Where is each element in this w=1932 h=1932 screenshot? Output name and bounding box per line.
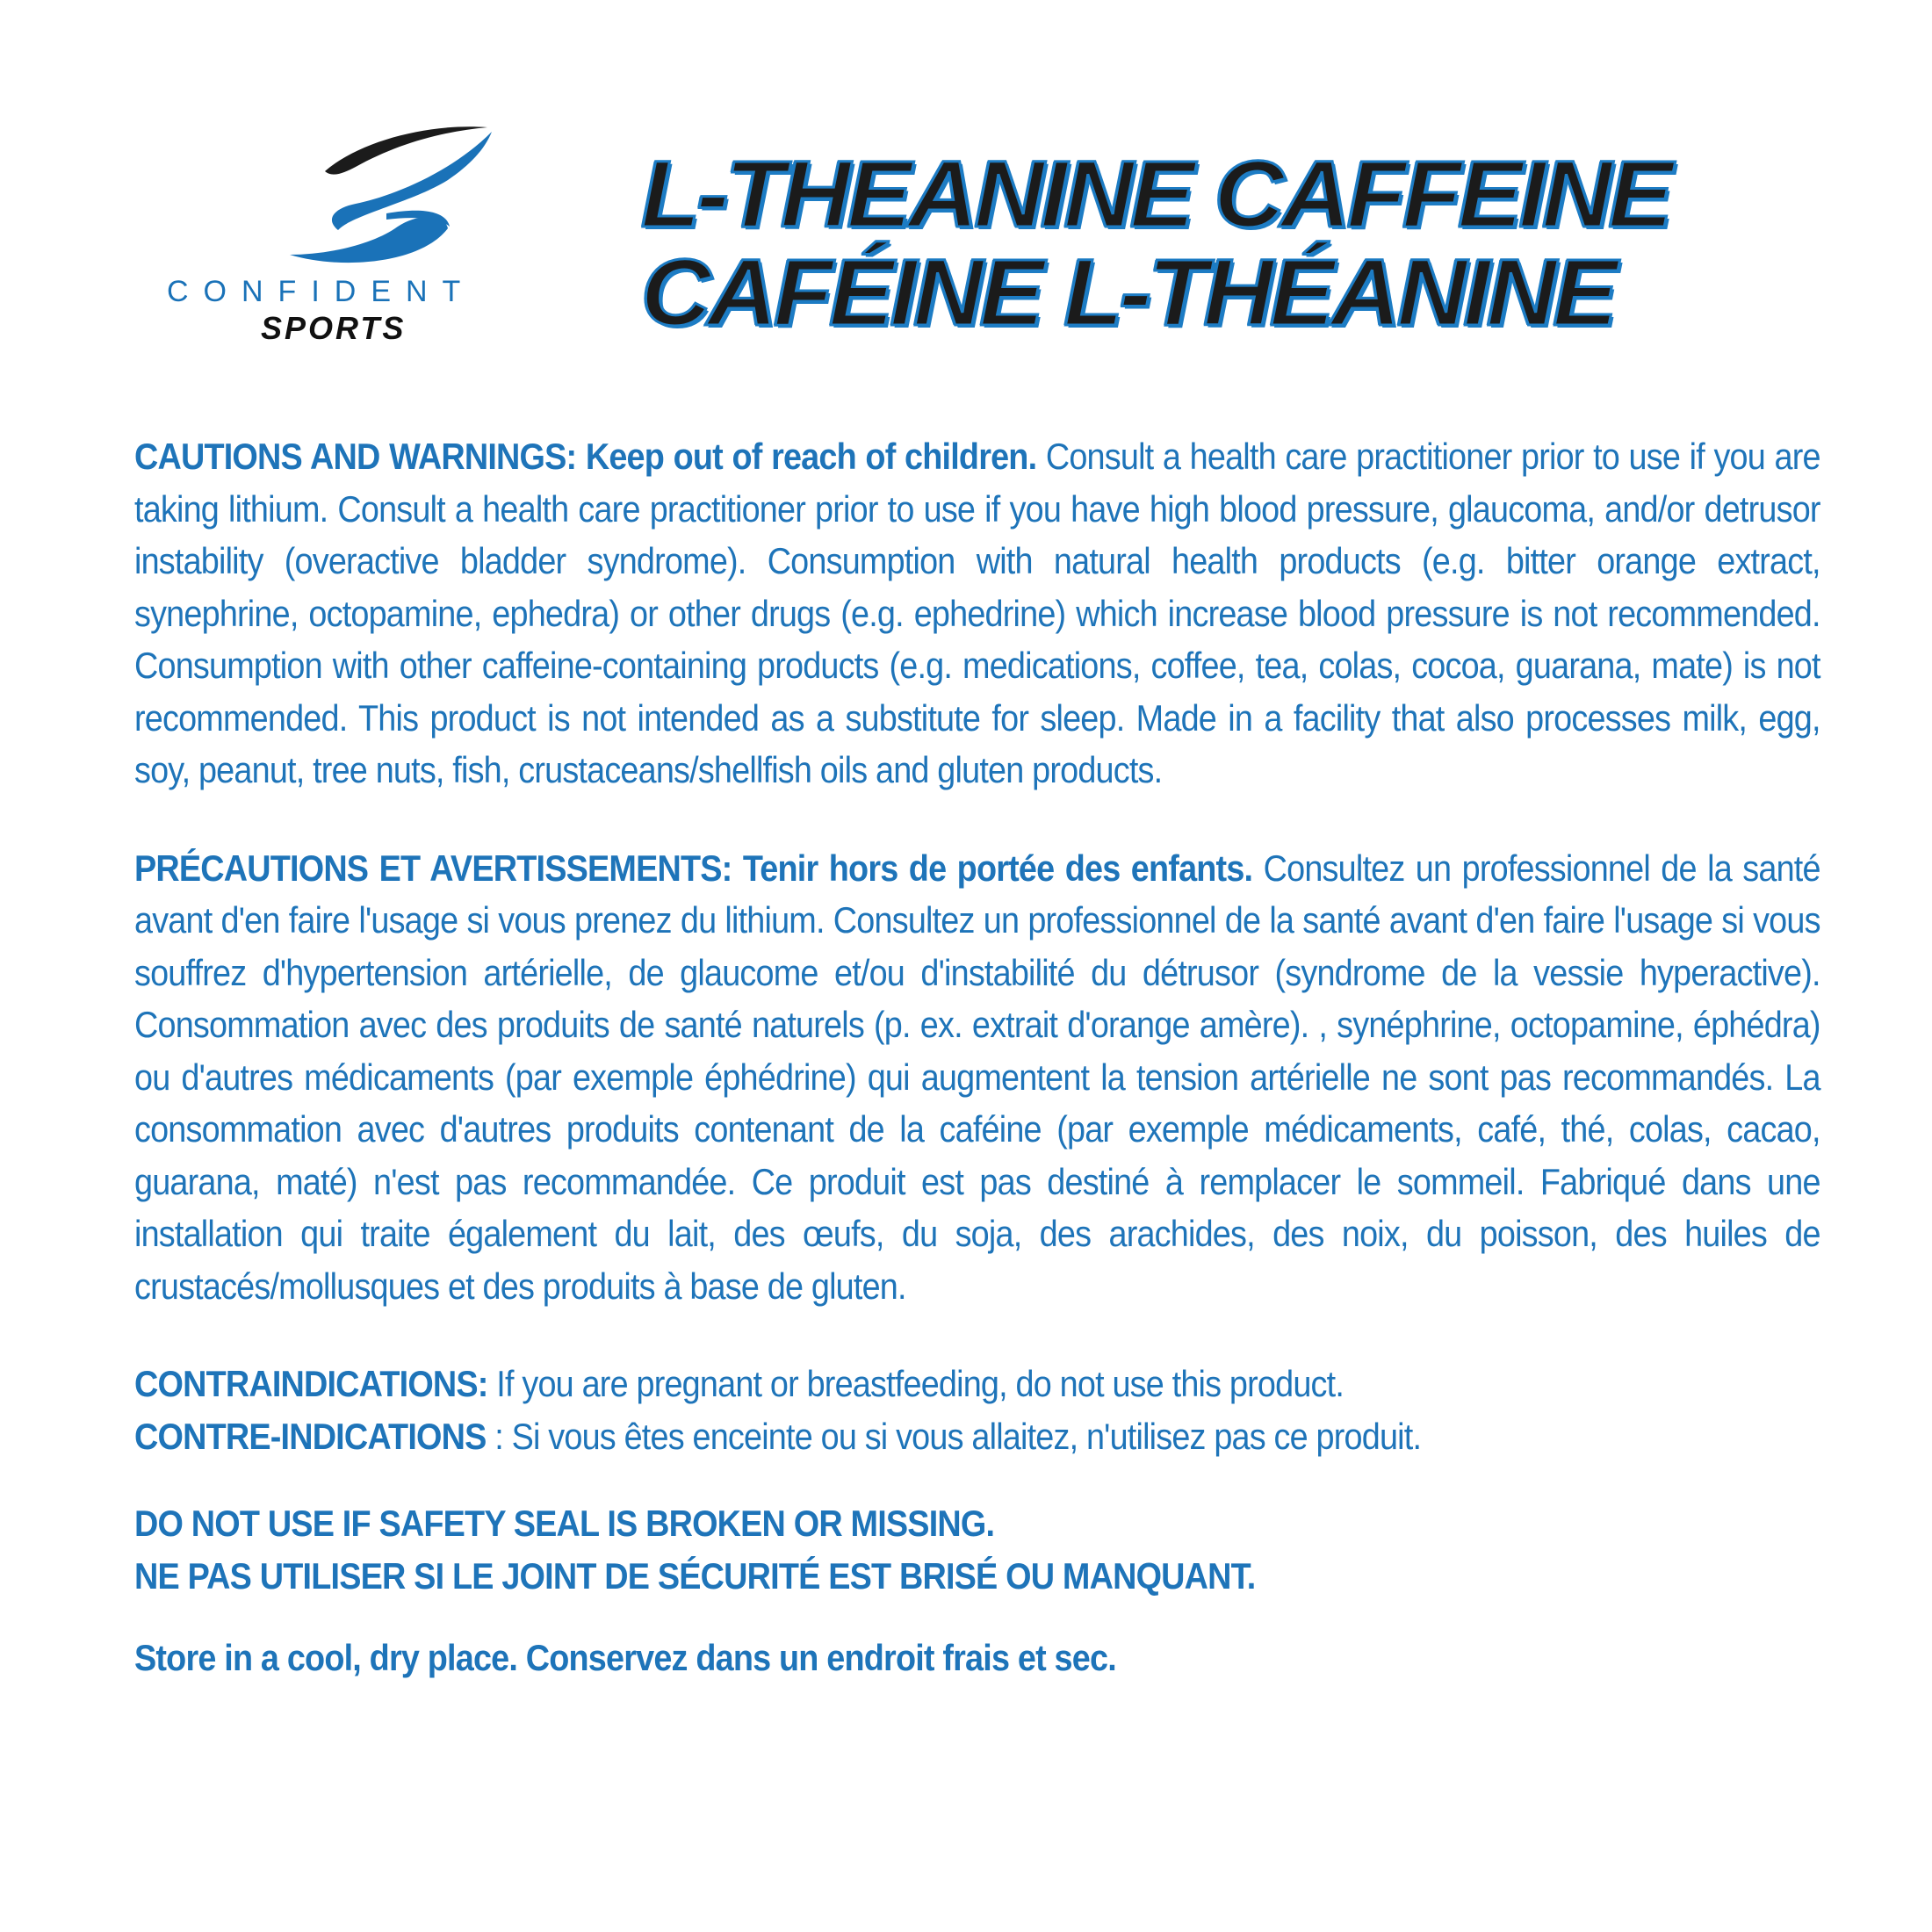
contraindications-french xyxy=(134,1410,1820,1463)
safety-seal-warning xyxy=(134,1497,1820,1602)
cautions-french xyxy=(134,842,1820,1313)
contra-fr-text: : Si vous êtes enceinte ou si vous allaitez, n'utilisez pas ce produit. xyxy=(494,1415,1422,1457)
contraindications-english xyxy=(134,1358,1820,1410)
precautions-lead: Tenir hors de portée des enfants. xyxy=(742,847,1253,889)
seal-warning-french: NE PAS UTILISER SI LE JOINT DE SÉCURITÉ EST BRISÉ OU MANQUANT. xyxy=(134,1554,1256,1597)
title-english: L-THEANINE CAFFEINE xyxy=(641,141,1669,247)
swoosh-logo-icon xyxy=(290,123,571,281)
cautions-english xyxy=(134,430,1820,797)
brand-subname: SPORTS xyxy=(261,310,407,346)
seal-warning-english: DO NOT USE IF SAFETY SEAL IS BROKEN OR MISSING. xyxy=(134,1503,995,1544)
brand-logo xyxy=(167,123,588,351)
cautions-body: Consult a health care practitioner prior to use if you are taking lithium. Consult a health care practitioner prior to use if you have high blood pressure, glaucoma, and/or detrusor instability (overactive bladder syndrome). Consumption with natural health products (e.g. bitter orange extract, synephrine, octopamine, ephedra) or other drugs (e.g. ephedrine) which increase blood pressure is not recommended. Consumption with other caffeine-containing products (e.g. medications, coffee, tea, colas, cocoa, guarana, mate) is not recommended. This product is not intended as a substitute for sleep. Made in a facility that also processes milk, egg, soy, peanut, tree nuts, fish, crustaceans/shellfish oils and gluten products. xyxy=(134,436,1820,790)
cautions-lead: Keep out of reach of children. xyxy=(585,436,1037,477)
precautions-body: Consultez un professionnel de la santé avant d'en faire l'usage si vous prenez du lithium. Consultez un professionnel de la santé avant d'en faire l'usage si vous souffrez d'hypertension artérielle, de glaucome et/ou d'instabilité du détrusor (syndrome de la vessie hyperactive). Consommation avec des produits de santé naturels (p. ex. extrait d'orange amère). , synéphrine, octopamine, éphédra) ou d'autres médicaments (par exemple éphédrine) qui augmentent la tension artérielle ne sont pas recommandés. La consommation avec d'autres produits contenant de la caféine (par exemple médicaments, café, thé, colas, cacao, guarana, maté) n'est pas recommandée. Ce produit est pas destiné à remplacer le sommeil. Fabriqué dans une installation qui traite également du lait, des œufs, du soja, des arachides, des noix, du poisson, des huiles de crustacés/mollusques et des produits à base de gluten. xyxy=(134,847,1820,1307)
cautions-heading: CAUTIONS AND WARNINGS: xyxy=(134,436,577,477)
contra-en-text: If you are pregnant or breastfeeding, do not use this product. xyxy=(496,1363,1344,1404)
contraindications xyxy=(134,1358,1820,1462)
product-title xyxy=(641,141,1871,345)
brand-name: CONFIDENT xyxy=(167,275,476,308)
label-content xyxy=(134,430,1820,1684)
storage-text: Store in a cool, dry place. Conservez dans un endroit frais et sec. xyxy=(134,1637,1116,1678)
title-french: CAFÉINE L-THÉANINE xyxy=(641,239,1614,345)
contra-fr-heading: CONTRE-INDICATIONS xyxy=(134,1415,487,1457)
storage-instructions xyxy=(134,1632,1820,1684)
precautions-heading: PRÉCAUTIONS ET AVERTISSEMENTS: xyxy=(134,847,732,889)
contra-en-heading: CONTRAINDICATIONS: xyxy=(134,1363,488,1404)
